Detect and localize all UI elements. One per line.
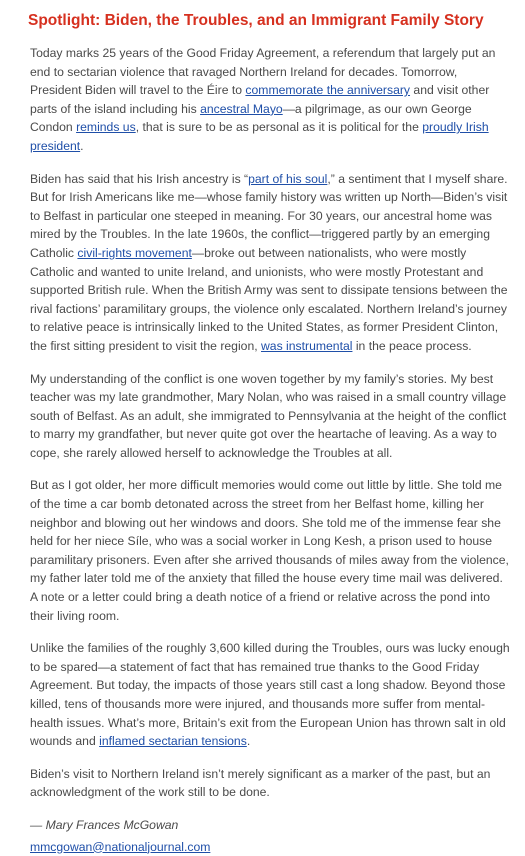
link-proudly-irish-president[interactable]: proudly Irish president	[30, 120, 489, 153]
link-part-of-his-soul[interactable]: part of his soul	[248, 171, 328, 186]
paragraph-text: and visit other parts of the island including his	[30, 83, 490, 116]
author-email-link[interactable]: mmcgowan@nationaljournal.com	[30, 839, 211, 854]
paragraph-4: But as I got older, her more difficult memories would come out little by little. She told me of the time a car bomb detonated across the street from her Belfast home, killing her neighbor and blowing out her windows and doors. She told me of the immense fear she held for her niece Síle, who was a social worker in Long Kesh, a prison used to house paramilitary prisoners. Even after she arrived thousands of miles away from the violence, my father later told me of the anxiety that filled the house every time mail was delivered. A note or a letter could bring a death notice of a friend or relative across the pond into their living room.	[30, 478, 509, 623]
paragraph-text: Unlike the families of the roughly 3,600 killed during the Troubles, ours was lucky enough to be spared—a statement of fact that has remained true thanks to the Good Friday Agreement. But today, the impacts of those years still cast a long shadow. Beyond those killed, tens of thousands more were injured, and thousands more suffer from mental-health issues. What’s more, Britain’s exit from the European Union has thrown salt in old wounds and	[30, 641, 510, 749]
author-signature: — Mary Frances McGowan	[30, 817, 179, 832]
link-ancestral-mayo[interactable]: ancestral Mayo	[200, 101, 283, 116]
paragraph-text: ,” a sentiment that I myself share. But for Irish Americans like me—whose family history was written up North—Biden’s visit to Belfast in particular one steeped in meaning. For 30 years, our ancestral home was mired by the Troubles. In the late 1960s, the conflict—triggered partly by an emerging Catholic	[30, 171, 508, 260]
paragraph-text: Biden has said that his Irish ancestry is “	[30, 171, 249, 186]
paragraph-text: , that is sure to be as personal as it is political for the	[135, 120, 423, 135]
paragraph-text: .	[80, 138, 84, 153]
paragraph-5	[30, 639, 511, 751]
paragraph-2	[30, 170, 511, 356]
paragraph-6: Biden’s visit to Northern Ireland isn’t merely significant as a marker of the past, but an acknowledgment of the work still to be done.	[30, 766, 491, 800]
article-headline: Spotlight: Biden, the Troubles, and an Immigrant Family Story	[28, 12, 484, 29]
paragraph-text: —a pilgrimage, as our own George Condon	[30, 101, 472, 135]
paragraph-text: .	[246, 734, 251, 749]
paragraph-text: —broke out between nationalists, who were mostly Catholic and wanted to unite Ireland, and unionists, who were mostly Protestant and supported British rule. When the British Army was sent to dissipate tensions between the rival factions’ paramilitary groups, the violence only escalated. Northern Ireland’s journey to relative peace is intrinsically linked to the United States, as former President Clinton, the first sitting president to visit the region,	[30, 245, 508, 353]
link-was-instrumental[interactable]: was instrumental	[261, 338, 353, 353]
link-reminds-us[interactable]: reminds us	[76, 120, 136, 135]
paragraph-text: in the peace process.	[352, 338, 472, 353]
paragraph-text: Today marks 25 years of the Good Friday Agreement, a referendum that largely put an end to sectarian violence that ravaged Northern Ireland for decades. Tomorrow, President Biden will travel to the Éire to	[30, 46, 496, 98]
link-civil-rights-movement[interactable]: civil-rights movement	[77, 245, 192, 260]
paragraph-3: My understanding of the conflict is one woven together by my family’s stories. My best teacher was my late grandmother, Mary Nolan, who was raised in a small country village south of Belfast. As an adult, she immigrated to Pennsylvania at the height of the conflict to marry my grandfather, but never quite got over the heartache of leaving. As a way to cope, she rarely allowed herself to acknowledge the Troubles at all.	[30, 371, 507, 460]
link-commemorate-anniversary[interactable]: commemorate the anniversary	[245, 83, 411, 98]
link-inflamed-sectarian-tensions[interactable]: inflamed sectarian tensions	[99, 734, 247, 749]
paragraph-1	[30, 44, 511, 156]
author-email	[30, 838, 511, 856]
